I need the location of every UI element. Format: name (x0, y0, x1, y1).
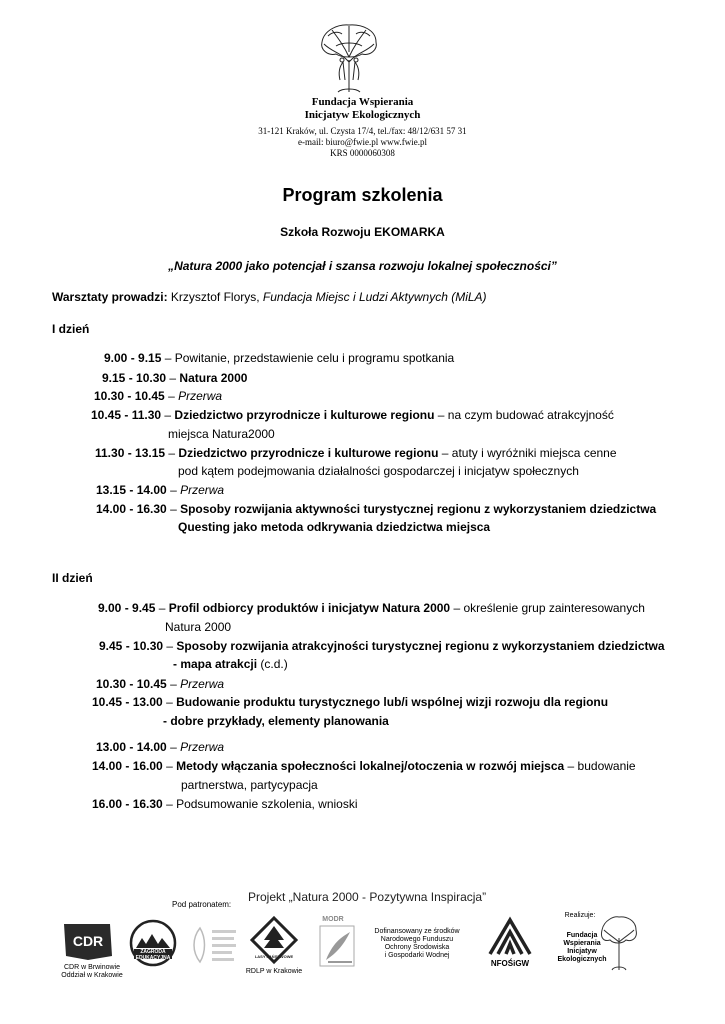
agenda-item: 13.15 - 14.00 – Przerwa (96, 483, 225, 497)
agenda-item-continuation: Questing jako metoda odkrywania dziedzictwa miejsca (178, 520, 491, 534)
agenda-item-continuation: partnerstwa, partycypacja (181, 778, 318, 792)
modr-label: MODR (322, 916, 344, 923)
org-email-www: e-mail: biuro@fwie.pl www.fwie.pl (298, 137, 427, 147)
cdr-logo-text: CDR (72, 933, 104, 949)
project-name: Projekt „Natura 2000 - Pozytywna Inspiracja” (248, 890, 487, 904)
lasy-panstwowe-text: LASY PAŃSTWOWE (254, 954, 294, 959)
agenda-item: 9.45 - 10.30 – Sposoby rozwijania atrakcyjności turystycznej regionu z wykorzystaniem dziedzictwa (99, 639, 665, 653)
leader-org: Fundacja Miejsc i Ludzi Aktywnych (MiLA) (262, 290, 487, 304)
agenda-item: 13.00 - 14.00 – Przerwa (96, 740, 225, 754)
modr-logo (310, 916, 356, 972)
agenda-item: 10.45 - 13.00 – Budowanie produktu turystycznego lub/i wspólnej wizji rozwoju dla regionu (92, 695, 609, 709)
day1-heading: I dzień (52, 322, 90, 336)
realizuje-label: Realizuje: (564, 912, 596, 919)
org-krs: KRS 0000060308 (330, 148, 395, 158)
org-name-line1: Fundacja Wspierania (311, 96, 414, 108)
agenda-item: 14.00 - 16.30 – Sposoby rozwijania aktywności turystycznej regionu z wykorzystaniem dziedzictwa (96, 502, 657, 516)
org-address: 31-121 Kraków, ul. Czysta 17/4, tel./fax: 48/12/631 57 31 (258, 126, 467, 136)
leader-name: Krzysztof Florys, (167, 290, 263, 304)
funding-note: Dofinansowany ze środków Narodowego Funduszu Ochrony Środowiska i Gospodarki Wodnej (374, 928, 460, 959)
fwie-tree-logo (318, 22, 380, 94)
cdr-caption: CDR w Brwinowie Oddział w Krakowie (61, 964, 123, 979)
agenda-item: 9.15 - 10.30 – Natura 2000 (102, 371, 248, 385)
agenda-item: 16.00 - 16.30 – Podsumowanie szkolenia, wnioski (92, 797, 358, 811)
rdlp-caption: RDLP w Krakowie (245, 968, 303, 975)
fwie-caption: Fundacja Wspierania Inicjatyw Ekologicznych (557, 932, 607, 963)
agenda-item: 10.45 - 11.30 – Dziedzictwo przyrodnicze i kulturowe regionu – na czym budować atrakcyjność (91, 408, 614, 422)
leader-label: Warsztaty prowadzi: (52, 290, 168, 304)
agenda-item-continuation: pod kątem podejmowania działalności gospodarczej i inicjatyw społecznych (178, 464, 579, 478)
zagroda-label: ZAGRODA EDUKACYJNA (135, 949, 171, 961)
subtitle: Szkoła Rozwoju EKOMARKA (280, 225, 445, 239)
ministry-emblem (188, 922, 240, 970)
agenda-item: 11.30 - 13.15 – Dziedzictwo przyrodnicze i kulturowe regionu – atuty i wyróżniki miejsca cenne (95, 446, 617, 460)
nfosigw-logo (486, 914, 534, 958)
agenda-item: 9.00 - 9.45 – Profil odbiorcy produktów i inicjatyw Natura 2000 – określenie grup zainteresowanych (98, 601, 645, 615)
org-name-line2: Inicjatyw Ekologicznych (304, 109, 421, 121)
leader-line (52, 289, 487, 305)
agenda-item: 14.00 - 16.00 – Metody włączania społeczności lokalnej/otoczenia w rozwój miejsca – budowanie (92, 759, 636, 773)
cdr-logo (60, 918, 116, 962)
theme: „Natura 2000 jako potencjał i szansa rozwoju lokalnej społeczności” (168, 259, 557, 273)
patronage-label: Pod patronatem: (172, 900, 232, 909)
agenda-item-continuation: - dobre przykłady, elementy planowania (163, 714, 389, 728)
day2-heading: II dzień (52, 571, 93, 585)
agenda-item: 10.30 - 10.45 – Przerwa (96, 677, 225, 691)
nfosigw-label: NFOŚiGW (490, 959, 530, 968)
agenda-item: 10.30 - 10.45 – Przerwa (94, 389, 223, 403)
lasy-panstwowe-logo (250, 916, 298, 966)
agenda-item: 9.00 - 9.15 – Powitanie, przedstawienie celu i programu spotkania (104, 351, 455, 365)
agenda-item-continuation: Natura 2000 (165, 620, 232, 634)
agenda-item-continuation: miejsca Natura2000 (168, 427, 275, 441)
page-title: Program szkolenia (282, 185, 443, 205)
agenda-item-continuation: - mapa atrakcji (c.d.) (173, 657, 288, 671)
